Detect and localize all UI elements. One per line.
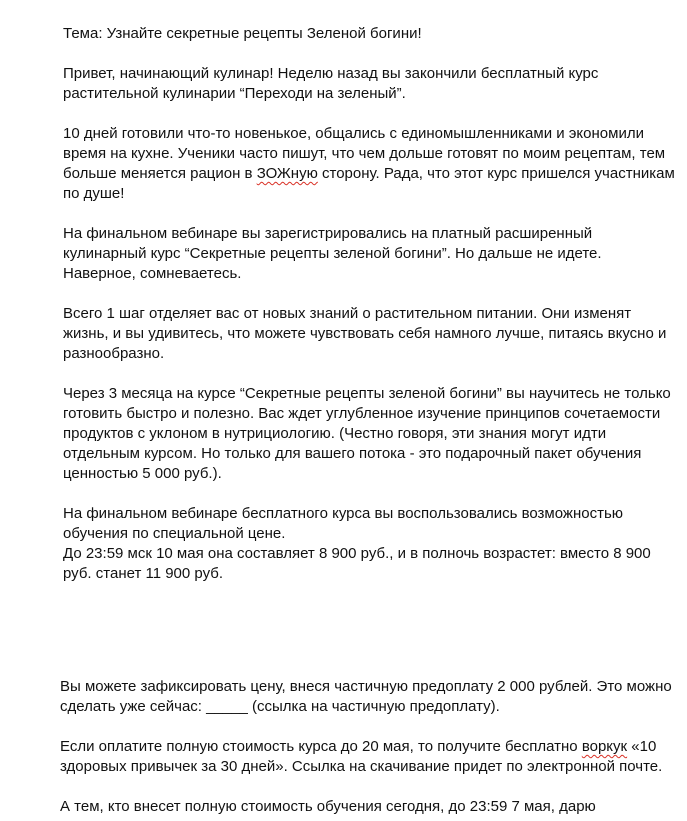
text-line: Привет, начинающий кулинар! Неделю назад вы закончили бесплатный курс (63, 65, 599, 82)
text-line: Через 3 месяца на курсе “Секретные рецепты зеленой богини” вы научитесь не только (63, 385, 671, 402)
text-line: На финальном вебинаре вы зарегистрировались на платный расширенный (63, 225, 593, 242)
text-segment: сторону. Рада, что этот курс пришелся участникам (317, 165, 675, 182)
paragraph-webinar-registration (63, 224, 602, 284)
text-line: ценностью 5 000 руб.). (63, 465, 222, 482)
text-line: по душе! (63, 185, 125, 202)
text-line: разнообразно. (63, 345, 165, 362)
paragraph-course-benefits (63, 384, 671, 484)
text-line: обучения по специальной цене. (63, 525, 286, 542)
paragraph-course-recap (63, 124, 675, 204)
text-line: сделать уже сейчас: _____ (ссылка на частичную предоплату). (60, 698, 500, 715)
paragraph-today-gift (60, 797, 596, 817)
text-segment: больше меняется рацион в (63, 165, 257, 182)
text-line (63, 164, 675, 184)
text-line: 10 дней готовили что-то новенькое, общались с единомышленниками и экономили (63, 125, 644, 142)
spellcheck-flagged-word[interactable]: воркук (581, 738, 628, 755)
spellcheck-flagged-word[interactable]: ЗОЖную (256, 165, 318, 182)
text-segment: Если оплатите полную стоимость курса до 20 мая, то получите бесплатно (60, 738, 582, 755)
text-line: готовить быстро и полезно. Вас ждет углубленное изучение принципов сочетаемости (63, 405, 661, 422)
text-line: жизнь, и вы удивитесь, что можете чувствовать себя намного лучше, питаясь вкусно и (63, 325, 667, 342)
subject-line: Тема: Узнайте секретные рецепты Зеленой богини! (63, 25, 422, 42)
text-line: До 23:59 мск 10 мая она составляет 8 900 руб., и в полночь возрастет: вместо 8 900 (63, 545, 651, 562)
paragraph-greeting (63, 64, 598, 104)
paragraph-workbook-bonus (60, 737, 662, 777)
text-line: На финальном вебинаре бесплатного курса вы воспользовались возможностью (63, 505, 624, 522)
text-line: отдельным курсом. Но только для вашего потока - это подарочный пакет обучения (63, 445, 642, 462)
text-line: Всего 1 шаг отделяет вас от новых знаний о растительном питании. Они изменят (63, 305, 632, 322)
paragraph-special-price (63, 504, 651, 584)
text-line: здоровых привычек за 30 дней». Ссылка на скачивание придет по электронной почте. (60, 758, 663, 775)
paragraph-prepayment (60, 677, 672, 717)
text-line: руб. станет 11 900 руб. (63, 565, 224, 582)
text-segment: «10 (627, 738, 657, 755)
text-line: растительной кулинарии “Переходи на зеленый”. (63, 85, 406, 102)
text-line: время на кухне. Ученики часто пишут, что чем дольше готовят по моим рецептам, тем (63, 145, 666, 162)
text-line: Наверное, сомневаетесь. (63, 265, 242, 282)
text-line: Вы можете зафиксировать цену, внеся частичную предоплату 2 000 рублей. Это можно (60, 678, 672, 695)
text-line (60, 737, 662, 757)
text-line: кулинарный курс “Секретные рецепты зеленой богини”. Но дальше не идете. (63, 245, 602, 262)
email-subject (63, 24, 422, 44)
text-line: А тем, кто внесет полную стоимость обучения сегодня, до 23:59 7 мая, дарю (60, 798, 596, 815)
text-line: продуктов с уклоном в нутрициологию. (Честно говоря, эти знания могут идти (63, 425, 607, 442)
paragraph-one-step (63, 304, 666, 364)
